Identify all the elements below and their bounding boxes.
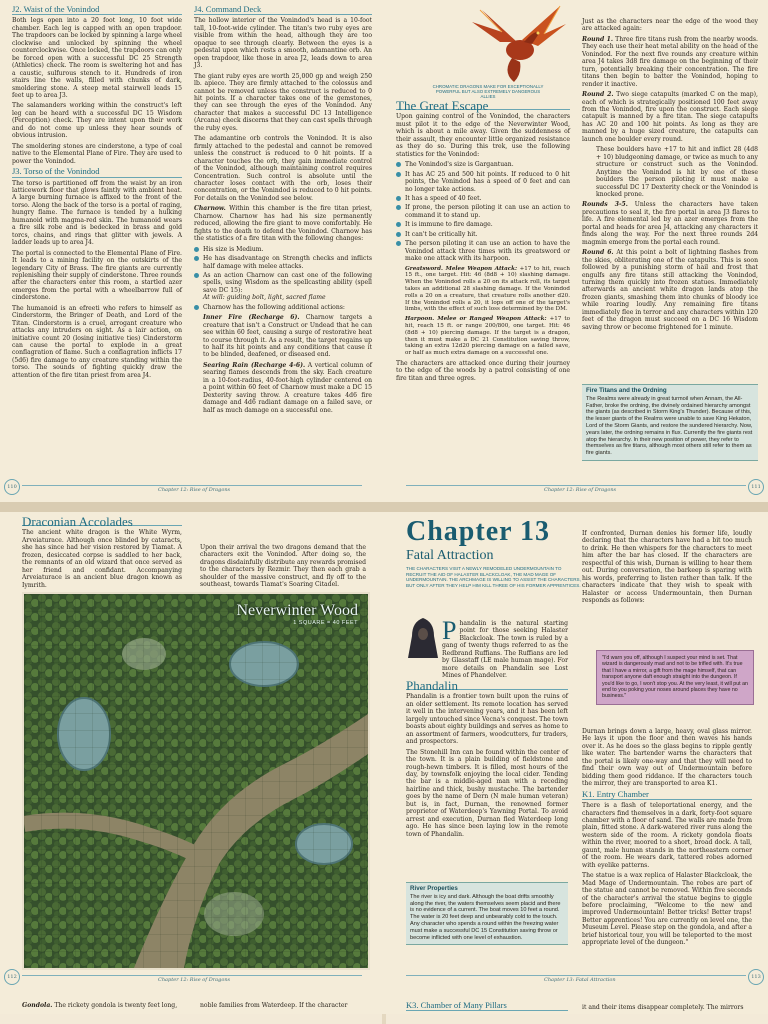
p111-column-1	[396, 100, 570, 385]
paragraph: The adamantine orb controls the Vonindod. It is also firmly attached to the pedestal and cannot be removed unless the construct is reduced to 0 hit points. If a character touches the orb, they gain immediate control of the Vonindod, although maintaining control requires Concentration. Such control is absolute until the character loses contact with the orb, loses their concentration, or the Vonindod is reduced to 0 hit points. For details on the Vonindod see below.	[194, 135, 372, 202]
paragraph: The portal is connected to the Elemental Plane of Fire. It leads to a mining facility on the outskirts of the legendary City of Brass. The fire giants are currently replenishing their supply of cinderstone. Three rounds after the characters enter this room, a startled azer emerges from the portal with a wheelbarrow full of cinderstone.	[12, 249, 182, 302]
action-block	[194, 314, 372, 359]
chapter-subtitle: Fatal Attraction	[406, 548, 494, 563]
heading-j4: J4. Command Deck	[194, 6, 372, 15]
chapter-header	[406, 516, 582, 588]
list-item: It is immune to fire damage.	[396, 221, 570, 228]
action-text: A vertical column of searing flames descends from the sky. Each creature in a 10-foot-radius, 40-foot-high cylinder centered on a point within 60 feet of Charnow must make a DC 15 Dexterity saving throw. A creature takes 4d6 fire damage and 4d6 radiant damage on a failed save, or half as much damage on a successful one.	[203, 361, 372, 414]
page-gutter-horizontal	[0, 502, 768, 512]
p112-column-1	[22, 516, 182, 592]
round-text: Three fire titans rush from the nearby woods. They each use their heat metal ability on the head of the Vonindod. For the next five rounds any creature within area J4 takes 3d8 fire damage on the beginning of their turn, potentially breaking their concentration. The fire titans then begin to batter the Vonindod, hoping to render it inactive.	[582, 35, 758, 88]
page-number: 112	[4, 969, 20, 985]
page-footer	[384, 478, 768, 494]
p110-column-2	[194, 4, 372, 417]
heading-draconian-accolades: Draconian Accolades	[22, 518, 182, 526]
attack-text: +17 to hit, reach 15 ft., one target. Hit: 46 (8d8 + 10) slashing damage. When the Vonindod rolls a 20 on its attack roll, its target takes an additional 28 slashing damage. If the Vonindod rolls a 20 on a creature, that creature rolls another d20. If the Vonindod rolls a 20, it lops off one of the target's limbs, with the effect of such loss determined by the DM.	[405, 265, 570, 313]
heading-phandalin: Phandalin	[406, 682, 568, 690]
sidebar-text: The river is icy and dark. Although the boat drifts smoothly along the river, the waters themselves seem placid and there is no evidence of a current. The boat moves 10 feet a round. The water is 20 feet deep and unbearably cold to the touch. Any character who spends a round within the freezing water must make a successful DC 15 Constitution saving throw or become inflicted with one level of exhaustion.	[410, 893, 561, 941]
footer-rule	[406, 975, 746, 976]
list-item: He has disadvantage on Strength checks and inflicts half damage with melee attacks.	[194, 255, 372, 270]
footer-rule	[22, 975, 362, 976]
list-item: Charnow has the following additional actions:	[194, 304, 372, 311]
paragraph: The Stonehill Inn can be found within the center of the town. It is a plain building of fieldstone and rough-hewn timbers. It is filled, most hours of the day, by townsfolk enjoying the local cider. Tending the bar is a middle-aged man with a receding hairline and thick, bushy mustache. The bartender goes by the name of Dern (N male human veteran) but is, in fact, Durnan, the renowned former proprietor of Waterdeep's Yawning Portal. To avoid arrest and execution, Durnan fled Waterdeep long ago. He has since been laying low in the remote town of Phandalin.	[406, 748, 568, 838]
list-item	[194, 272, 372, 302]
page-footer	[0, 968, 384, 984]
paragraph-text: Within this chamber is the fire titan priest, Charnow. Charnow has had his size permanently reduced, allowing the fire giant to move comfortably. He fights to the death to defend the Vonindod. Charnow has the statistics of a fire titan with the following changes:	[194, 205, 372, 243]
paragraph: The salamanders working within the construct's left leg can be heard with a successful DC 15 Wisdom (Perception) check. They are intent upon their work and do not come up unless they hear sounds of obvious intrusion.	[12, 102, 182, 140]
attack-block	[396, 266, 570, 314]
sidebar-river-properties	[406, 882, 568, 945]
paragraph: Just as the characters near the edge of the wood they are attacked again:	[582, 18, 758, 33]
p110-column-1	[12, 4, 182, 382]
attack-text: +17 to hit, reach 15 ft. or range 200/800, one target. Hit: 46 (8d8 + 10) piercing damage. If the target is a dragon, then it must make a DC 21 Constitution saving throw, taking an extra 12d20 piercing damage on a failed save, or half as much extra damage on a successful one.	[405, 316, 570, 357]
paragraph	[582, 36, 758, 88]
map-scale: 1 SQUARE = 40 FEET	[293, 620, 358, 626]
paragraph: Upon gaining control of the Vonindod, the characters must pilot it to the edge of the Neverwinter Wood, which is about a mile away. Given the suddenness of their assault, they encounter little organized resistance as they do so. During this trek, use the following statistics for the Vonindod:	[396, 113, 570, 158]
paragraph: The hollow interior of the Vonindod's head is a 10-foot tall, 10-foot-wide cylinder. The titan's two ruby eyes are visible from within the head, although they are too opaque to see through clearly. Between the eyes is a pedestal upon which rests a smooth, adamantine orb. An open trapdoor, like those in area J2, leads down to area J3.	[194, 17, 372, 70]
paragraph: The giant ruby eyes are worth 25,000 gp and weigh 250 lb. apiece. They are firmly attached to the colossus and cannot be removed unless the construct is reduced to 0 hit points. If a character takes one of the gemstones, they can see through the eyes of the Vonindod. Any character that makes a successful DC 13 Intelligence (Arcana) check discerns that they can cast spells through the ruby eyes.	[194, 72, 373, 132]
page-number: 113	[748, 969, 764, 985]
lead-in: Gondola.	[22, 1002, 53, 1009]
round-text: Unless the characters have taken precautions to seal it, the fire portal in area J3 flares to life. A fire elemental led by an azer emerges from the portal and heads for area J4, attacking any characters it finds along the way. For the next three rounds 2d4 magmin emerge from the portal each round.	[582, 201, 758, 246]
list-item-subtext: At will: guiding bolt, light, sacred flame	[203, 294, 326, 302]
attack-block	[396, 316, 570, 357]
sidebar-fire-titans	[582, 384, 758, 461]
paragraph-text: handalin is the natural starting point for those seeking Halaster Blackcloak. The town is ruled by a gang of twenty thugs referred to as the Redbrand Ruffians. The Ruffians are led by Glasstaff (LE male human mage). For more details on Phandalin see Lost Mines of Phandelver.	[442, 620, 568, 680]
sidebar-text: The Realms were already in great turmoil when Annam, the All-Father, broke the ordning, the divinely ordained hierarchy amongst the giants (as described in Storm King's Thunder). Because of this, the lesser giants of the Realms were unable to save King Hekaton, Lord of the Storm Giants, and restore the sundered hierarchy. Now, years later, the ordning remains in flux. Currently the fire giants rest atop the hierarchy. In their new position of power, they refer to themselves as fire titans, although most others still refer to them as fire giants.	[586, 395, 753, 457]
p113-bottom-text-2	[582, 1004, 752, 1014]
paragraph: These boulders have +17 to hit and inflict 28 (4d8 + 10) bludgeoning damage, or twice as much to any structure or construct such as the Vonindod. Anytime the Vonindod is hit by one of these boulders the person piloting it must make a successful DC 17 Dexterity check or the Vonindod is knocked prone.	[596, 146, 758, 198]
paragraph: Durnan brings down a large, heavy, oval glass mirror. He lays it upon the floor and then waves his hands over it. As he does so the glass begins to ripple gently like water. The bartender warns the characters that the portal is likely one-way and that they will need to find their own way out of Undermountain before bidding them good riddance. If the characters touch the mirror, they are transported to area K1.	[582, 728, 752, 788]
paragraph	[22, 1002, 182, 1009]
footer-chapter-label: Chapter 12: Rise of Dragons	[158, 977, 231, 983]
p113-column-1	[406, 680, 568, 841]
list-item: It has AC 25 and 500 hit points. If reduced to 0 hit points, the Vonindod has a speed of 0 feet and can no longer take actions.	[396, 171, 570, 193]
heading-k1: K1. Entry Chamber	[582, 791, 752, 800]
paragraph: The ancient white dragon is the White Wyrm, Arveiaturace. Although once blinded by cataracts, she has since had her vision restored by Tiamat. A frozen, desiccated corpse is saddled to her back, the remnants of an old wizard that once served as her friend and confidant. Accompanying Arveiaturace is an ancient blue dragon known as Iymrith.	[22, 529, 182, 589]
paragraph: The characters are attacked once during their journey to the edge of the woods by a patrol consisting of one fire titan and three ogres.	[396, 359, 570, 382]
paragraph: The humanoid is an efreeti who refers to himself as Cinderstorm, the Bringer of Death, and Lord of the Titan. Cinderstorm is a cruel, arrogant creature who attacks any intruders on sight. As a lair action, on initiative count 20 (losing initiative ties) Cinderstorm can cause the portal to explode in a great conflagration of flame. Such a conflagration inflicts 17 (5d6) fire damage to any creature standing within the torso. The sounds of fighting quickly draw the attention of the fire titan priest from area J4.	[12, 304, 182, 379]
paragraph: There is a flash of teleportational energy, and the characters find themselves in a dark, forty-foot square chamber with a floor of sand. The walls are made from plain, fitted stone. A dark-watered river runs along the western side of the room. A rickety gondola floats within the river, moored to a short, broad dock. A tall, gaunt, male human stands in the northeastern corner of the room. He wears dark, tattered robes adorned with eyelike patterns.	[582, 802, 752, 869]
paragraph: Both legs open into a 20 foot long, 10 foot wide chamber. Each leg is capped with an open trapdoor. The trapdoors can be locked by spinning a large wheel clockwise and unlocked by spinning the wheel counterclockwise. Once locked, the trapdoors can only be forced open with a successful DC 25 Strength (Athletics) check. The room is sweltering hot and has a caustic, sulfurous stench to it. Hundreds of iron stairs line the walls, filled with chunks of dark, smoldering stone. A steep metal stairwell leads 15 feet up to area J3.	[12, 17, 182, 99]
paragraph	[582, 201, 758, 246]
paragraph: it and their items disappear completely. The mirrors	[582, 1004, 744, 1011]
list-item: It has a speed of 40 feet.	[396, 195, 570, 202]
footer-chapter-label: Chapter 12: Rise of Dragons	[158, 487, 231, 493]
p113-column-2	[582, 530, 752, 608]
footer-rule	[406, 485, 746, 486]
action-name: Inner Fire (Recharge 6).	[203, 314, 300, 322]
attack-name: Greatsword. Melee Weapon Attack:	[405, 265, 518, 272]
p112-column-2	[200, 544, 366, 592]
chapter-title: Chapter 13	[406, 516, 551, 547]
heading-j3: J3. Torso of the Vonindod	[12, 168, 182, 177]
attack-name: Harpoon. Melee or Ranged Weapon Attack:	[405, 316, 547, 323]
map-title-block	[237, 602, 359, 626]
heading-j2: J2. Waist of the Vonindod	[12, 6, 182, 15]
lead-in: Charnow.	[194, 205, 226, 213]
round-text: At this point a bolt of lightning flashes from the skies, obliterating one of the catapults. This is soon followed by a punishing storm of hail and frost that engulfs any fire titans still attacking the Vonindod, turning them quickly into frozen statues. Immediately afterwards an ancient white dragon lands atop the frozen giants, smashing them into chunks of bloody ice while roaring loudly. Any remaining fire titans immediately flee in terror and any characters within 120 feet of the dragon must succeed on a DC 16 Wisdom saving throw or become frightened for 1 minute.	[582, 249, 758, 331]
sidebar-title: Fire Titans and the Ordning	[586, 387, 667, 394]
paragraph	[582, 91, 758, 143]
footer-chapter-label: Chapter 13: Fatal Attraction	[544, 977, 616, 983]
neverwinter-wood-map	[22, 592, 370, 970]
action-block	[194, 362, 372, 414]
bullet-list	[194, 246, 372, 312]
paragraph: noble families from Waterdeep. If the character	[200, 1002, 348, 1009]
page-112	[0, 512, 384, 1014]
p112-bottom-text-2	[200, 1002, 366, 1012]
p112-bottom-text	[22, 1002, 182, 1012]
paragraph: Phandalin is a frontier town built upon the ruins of an older settlement. Its remote location has served it well in the intervening years, and it has been left largely untouched since Vecna's conquest. The town boasts about eighty buildings and serves as home to an assortment of farmers, woodcutters, fur traders, and prospectors.	[406, 693, 568, 746]
paragraph: The smoldering stones are cinderstone, a type of coal native to the Elemental Plane of Fire. They are used to power the Vonindod.	[12, 142, 182, 165]
action-name: Searing Rain (Recharge 4-6).	[203, 361, 306, 369]
paragraph	[194, 205, 372, 242]
round-label: Rounds 3-5.	[582, 201, 628, 209]
paragraph	[582, 249, 758, 331]
paragraph: If confronted, Durnan denies his former life, loudly declaring that the characters have had a bit too much to drink. He then whispers for the characters to meet him after the bar has closed. If the characters are respectful of this wish, Durnan is willing to hear them out. During conversation, the barkeep is sparing with his words, preferring to listen rather than talk. If the characters indicate that they wish to speak with Halaster or access Undermountain, then Durnan responds as follows:	[582, 530, 752, 605]
p113-bottom-text	[406, 1000, 568, 1013]
round-text: Two siege catapults (marked C on the map), each of which is strategically positioned 100 feet away from the Vonindod, fire upon the construct. Each siege catapult is manned by a fire titan. The siege catapults has AC 20 and 100 hit points. As long as they are manned by a huge sized creature, the catapults can launch one boulder every round.	[582, 91, 758, 143]
list-item: His size is Medium.	[194, 246, 372, 253]
p111-column-2	[582, 18, 758, 334]
heading-great-escape: The Great Escape	[396, 102, 570, 110]
red-dragon-illustration-icon	[462, 2, 572, 86]
round-label: Round 1.	[582, 35, 613, 43]
round-label: Round 6.	[582, 249, 614, 257]
paragraph: Upon their arrival the two dragons demand that the characters exit the Vonindod. After doing so, the dragons disdainfully distribute any rewards promised to the characters by Rezmir. They then each grab a shoulder of the massive construct, and fly off to the southeast, towards Tiamat's Soaring Citadel.	[200, 544, 366, 589]
illustration-caption: CHROMATIC DRAGONS MAKE FOR EXCEPTIONALLY POWERFUL BUT ALSO EXTREMELY DANGEROUS ALLIES	[432, 84, 544, 99]
footer-chapter-label: Chapter 12: Rise of Dragons	[544, 487, 617, 493]
paragraph	[442, 616, 568, 680]
page-110	[0, 0, 384, 502]
page-111	[384, 0, 768, 502]
paragraph: The torso is partitioned off from the waist by an iron latticework floor that glows faintly with ambient heat. A large burning furnace is affixed to the front of the torso. Along the back of the torso is a portal of raging, hungry flame. The furnace is tended by a hulking humanoid with magma-red skin. The humanoid wears a fire silk robe and is bedecked in brass and gold torcs, chains, and rings that glitter with jewels. A ladder leads up to area J4.	[12, 179, 182, 247]
p113-intro-text	[442, 616, 568, 683]
hooded-figure-icon	[406, 616, 440, 660]
page-113	[384, 512, 768, 1014]
list-item-text: As an action Charnow can cast one of the following spells, using Wisdom as the spellcasting ability (spell save DC 15):	[203, 271, 372, 294]
page-footer	[0, 478, 384, 494]
map-title: Neverwinter Wood	[236, 602, 358, 619]
page-number: 111	[748, 479, 764, 495]
sidebar-title: River Properties	[410, 885, 458, 892]
heading-k3: K3. Chamber of Many Pillars	[406, 1002, 568, 1011]
p113-column-2b	[582, 728, 752, 950]
bullet-list	[396, 161, 570, 262]
action-text: Charnow targets a creature that isn't a Construct or Undead that he can see within 60 feet, causing a surge of restorative heat to course through it. As a result, the target regains up to half its hit points and any conditions that cause it to be blinded, deafened, or diseased end.	[203, 314, 372, 359]
round-label: Round 2.	[582, 91, 614, 99]
forest-map-icon	[24, 594, 368, 968]
list-item: The Vonindod's size is Gargantuan.	[396, 161, 570, 168]
footer-rule	[22, 485, 362, 486]
paragraph-text: The rickety gondola is twenty feet long,	[52, 1002, 178, 1009]
list-item: It can't be critically hit.	[396, 231, 570, 238]
list-item: If prone, the person piloting it can use an action to command it to stand up.	[396, 204, 570, 219]
paragraph: The statue is a wax replica of Halaster Blackcloak, the Mad Mage of Undermountain. The robes are part of the statue and cannot be removed. Within five seconds of the character's arrival the statue begins to giggle before proclaiming, "Welcome to the new and improved Undermountain! Better tricks! Better traps! Better apprentices! You are currently on level one, the Museum Level. Please step on the gondola, and after a brief historical tour, you will be teleported to the most appropriate level of the dungeon."	[582, 872, 752, 947]
page-footer	[384, 968, 768, 984]
chapter-intro: THE CHARACTERS VISIT A NEWLY REMODELED UNDERMOUNTAIN TO RECRUIT THE AID OF HALASTER BLACKCLOAK, THE MAD MAGE OF UNDERMOUNTAIN. THE ARCHMAGE IS WILLING TO ASSIST THE CHARACTERS, BUT ONLY AFTER THEY HELP HIM KILL THREE OF HIS FORMER APPRENTICES.	[406, 566, 581, 588]
list-item: The person piloting it can use an action to have the Vonindod attack three times with its greatsword or make one attack with its harpoon.	[396, 240, 570, 262]
durnan-quote-box: "I'd warn you off, although I suspect your mind is set. That wizard is dangerously mad and not to be trifled with. It's true that I have a mirror, a gift from the mage himself, that can transport anyone daft enough straight into the dungeon. If you'd like to go, I won't stop you. At the very least, it will put an end to you poking your noses around places they have no business."	[596, 650, 754, 705]
page-number: 110	[4, 479, 20, 495]
drop-cap: P	[442, 616, 457, 645]
